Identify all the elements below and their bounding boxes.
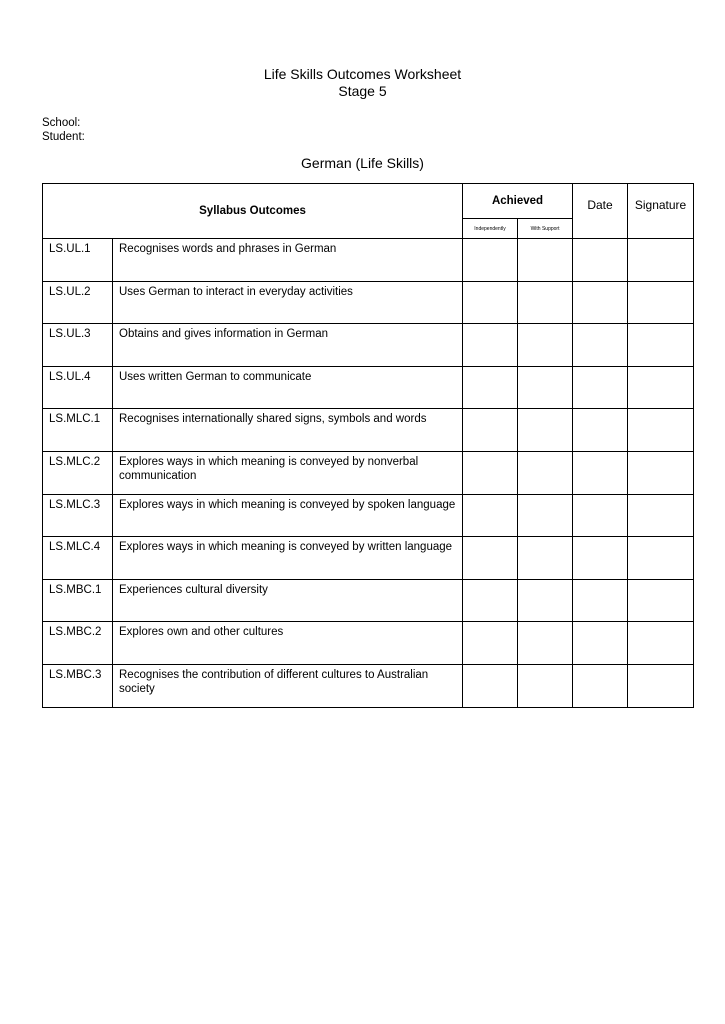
table-row	[43, 409, 694, 452]
table-row	[43, 281, 694, 324]
table-row	[43, 324, 694, 367]
outcome-description: Obtains and gives information in German	[113, 324, 463, 367]
outcome-description: Recognises internationally shared signs, symbols and words	[113, 409, 463, 452]
outcome-code: LS.MLC.2	[43, 451, 113, 494]
outcome-code: LS.MBC.1	[43, 579, 113, 622]
with-support-cell[interactable]	[518, 451, 573, 494]
independently-cell[interactable]	[463, 239, 518, 282]
table-row	[43, 664, 694, 707]
outcome-code: LS.UL.3	[43, 324, 113, 367]
independently-cell[interactable]	[463, 281, 518, 324]
signature-cell[interactable]	[628, 409, 694, 452]
achieved-header: Achieved	[463, 184, 573, 219]
signature-cell[interactable]	[628, 451, 694, 494]
independently-cell[interactable]	[463, 409, 518, 452]
with-support-cell[interactable]	[518, 494, 573, 537]
outcomes-table	[42, 183, 694, 708]
independently-cell[interactable]	[463, 324, 518, 367]
worksheet-title: Life Skills Outcomes Worksheet	[263, 66, 462, 82]
date-cell[interactable]	[573, 664, 628, 707]
with-support-cell[interactable]	[518, 537, 573, 580]
with-support-cell[interactable]	[518, 324, 573, 367]
independently-cell[interactable]	[463, 537, 518, 580]
table-row	[43, 622, 694, 665]
date-cell[interactable]	[573, 537, 628, 580]
signature-header: Signature	[628, 184, 694, 239]
signature-cell[interactable]	[628, 239, 694, 282]
independently-cell[interactable]	[463, 622, 518, 665]
with-support-cell[interactable]	[518, 239, 573, 282]
date-cell[interactable]	[573, 239, 628, 282]
outcome-code: LS.MLC.3	[43, 494, 113, 537]
signature-cell[interactable]	[628, 579, 694, 622]
outcome-description: Uses German to interact in everyday activities	[113, 281, 463, 324]
outcome-description: Recognises words and phrases in German	[113, 239, 463, 282]
outcome-description: Explores ways in which meaning is conveyed by nonverbal communication	[113, 451, 463, 494]
outcome-code: LS.MLC.4	[43, 537, 113, 580]
subject-title: German (Life Skills)	[301, 155, 424, 171]
with-support-header: With Support	[518, 219, 573, 239]
school-label: School:	[42, 117, 81, 129]
date-cell[interactable]	[573, 281, 628, 324]
with-support-cell[interactable]	[518, 366, 573, 409]
outcome-description: Experiences cultural diversity	[113, 579, 463, 622]
signature-cell[interactable]	[628, 622, 694, 665]
independently-cell[interactable]	[463, 494, 518, 537]
worksheet-stage: Stage 5	[338, 83, 387, 99]
outcome-code: LS.UL.4	[43, 366, 113, 409]
with-support-cell[interactable]	[518, 622, 573, 665]
date-cell[interactable]	[573, 494, 628, 537]
outcome-description: Explores own and other cultures	[113, 622, 463, 665]
independently-cell[interactable]	[463, 451, 518, 494]
table-row	[43, 239, 694, 282]
table-row	[43, 494, 694, 537]
date-header: Date	[573, 184, 628, 239]
table-row	[43, 366, 694, 409]
date-cell[interactable]	[573, 409, 628, 452]
outcome-description: Explores ways in which meaning is conveyed by spoken language	[113, 494, 463, 537]
outcome-code: LS.MLC.1	[43, 409, 113, 452]
independently-cell[interactable]	[463, 366, 518, 409]
table-row	[43, 537, 694, 580]
signature-cell[interactable]	[628, 537, 694, 580]
outcome-code: LS.MBC.3	[43, 664, 113, 707]
date-cell[interactable]	[573, 451, 628, 494]
with-support-cell[interactable]	[518, 664, 573, 707]
outcome-description: Uses written German to communicate	[113, 366, 463, 409]
date-cell[interactable]	[573, 622, 628, 665]
signature-cell[interactable]	[628, 494, 694, 537]
syllabus-outcomes-header: Syllabus Outcomes	[43, 184, 463, 239]
outcome-code: LS.MBC.2	[43, 622, 113, 665]
outcome-code: LS.UL.1	[43, 239, 113, 282]
signature-cell[interactable]	[628, 664, 694, 707]
with-support-cell[interactable]	[518, 281, 573, 324]
independently-cell[interactable]	[463, 579, 518, 622]
with-support-cell[interactable]	[518, 579, 573, 622]
outcome-code: LS.UL.2	[43, 281, 113, 324]
date-cell[interactable]	[573, 366, 628, 409]
signature-cell[interactable]	[628, 366, 694, 409]
signature-cell[interactable]	[628, 324, 694, 367]
student-label: Student:	[42, 131, 85, 143]
outcome-description: Explores ways in which meaning is conveyed by written language	[113, 537, 463, 580]
outcome-description: Recognises the contribution of different cultures to Australian society	[113, 664, 463, 707]
with-support-cell[interactable]	[518, 409, 573, 452]
table-row	[43, 579, 694, 622]
date-cell[interactable]	[573, 324, 628, 367]
signature-cell[interactable]	[628, 281, 694, 324]
independently-cell[interactable]	[463, 664, 518, 707]
independently-header: Independently	[463, 219, 518, 239]
table-row	[43, 451, 694, 494]
date-cell[interactable]	[573, 579, 628, 622]
